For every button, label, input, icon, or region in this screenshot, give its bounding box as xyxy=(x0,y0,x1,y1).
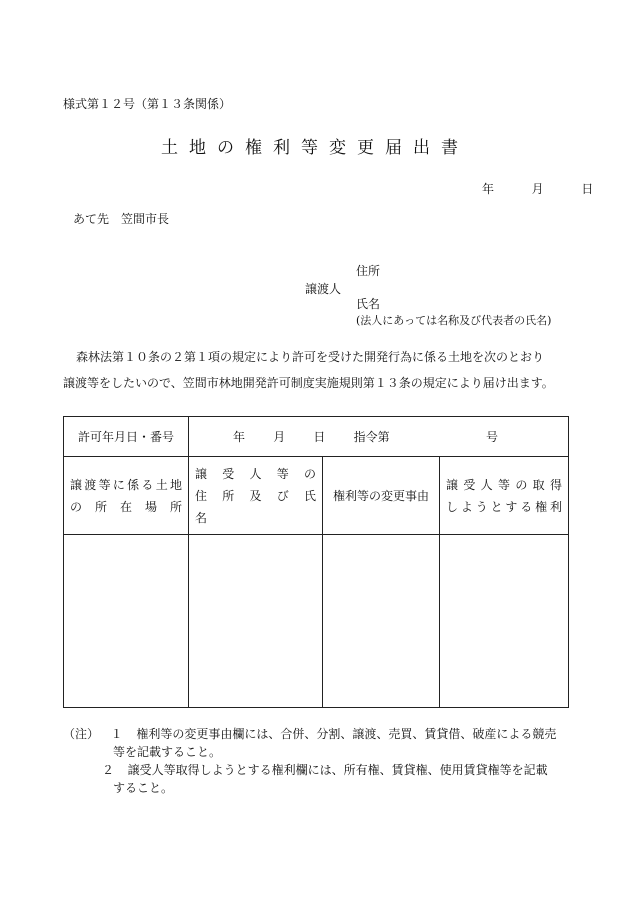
day-label: 日 xyxy=(581,182,594,196)
notes-prefix: （注） xyxy=(63,727,100,741)
body-text-line-1: 森林法第１０条の２第１項の規定により許可を受けた開発行為に係る土地を次のとおり xyxy=(76,350,545,364)
note-number: １ xyxy=(110,727,123,741)
permit-label-cell: 許可年月日・番号 xyxy=(64,417,189,457)
note-item-2-cont: すること。 xyxy=(113,781,174,795)
note-text: 権利等の変更事由欄には、合併、分割、譲渡、売買、賃貸借、破産による競売 xyxy=(136,727,557,741)
transferee-header: 譲 受 人 等 の 住 所 及 び 氏 名 xyxy=(189,457,323,535)
corporation-note: (法人にあっては名称及び代表者の氏名) xyxy=(356,314,552,327)
land-location-header: 譲渡等に係る土地 の 所 在 場 所 xyxy=(64,457,189,535)
land-location-cell[interactable] xyxy=(64,535,189,708)
note-item-1-cont: 等を記載すること。 xyxy=(113,745,222,759)
recipient: あて先 笠間市長 xyxy=(73,212,170,226)
acquired-right-cell[interactable] xyxy=(440,535,569,708)
note-number: ２ xyxy=(102,763,115,777)
document-title: 土地の権利等変更届出書 xyxy=(161,138,469,158)
change-reason-cell[interactable] xyxy=(323,535,440,708)
acquired-right-header: 譲受人等の取得 しようとする権利 xyxy=(440,457,569,535)
submission-date xyxy=(482,180,593,197)
change-reason-header: 権利等の変更事由 xyxy=(323,457,440,535)
entry-row xyxy=(64,535,569,708)
note-item-2 xyxy=(63,761,556,779)
permit-month-label: 月 xyxy=(273,430,286,444)
permit-year-label: 年 xyxy=(233,430,246,444)
note-text: 譲受人等取得しようとする権利欄には、所有権、賃貸権、使用賃貸権等を記載 xyxy=(127,763,548,777)
transferee-cell[interactable] xyxy=(189,535,323,708)
notification-table xyxy=(63,416,569,708)
note-item-1 xyxy=(63,725,556,743)
permit-date-number-cell[interactable] xyxy=(189,417,569,457)
month-label: 月 xyxy=(531,182,544,196)
header-row xyxy=(64,457,569,535)
notes-section xyxy=(63,725,556,797)
permit-order-label: 指令第 xyxy=(353,430,390,444)
body-text-line-2: 譲渡等をしたいので、笠間市林地開発許可制度実施規則第１３条の規定により届け出ます。 xyxy=(63,376,554,390)
year-label: 年 xyxy=(482,182,495,196)
transferor-label: 譲渡人 xyxy=(305,282,342,296)
address-label: 住所 xyxy=(356,264,381,278)
permit-day-label: 日 xyxy=(313,430,326,444)
permit-number-label: 号 xyxy=(486,430,499,444)
permit-row xyxy=(64,417,569,457)
name-label: 氏名 xyxy=(356,297,381,311)
form-number: 様式第１２号（第１３条関係） xyxy=(63,97,232,111)
